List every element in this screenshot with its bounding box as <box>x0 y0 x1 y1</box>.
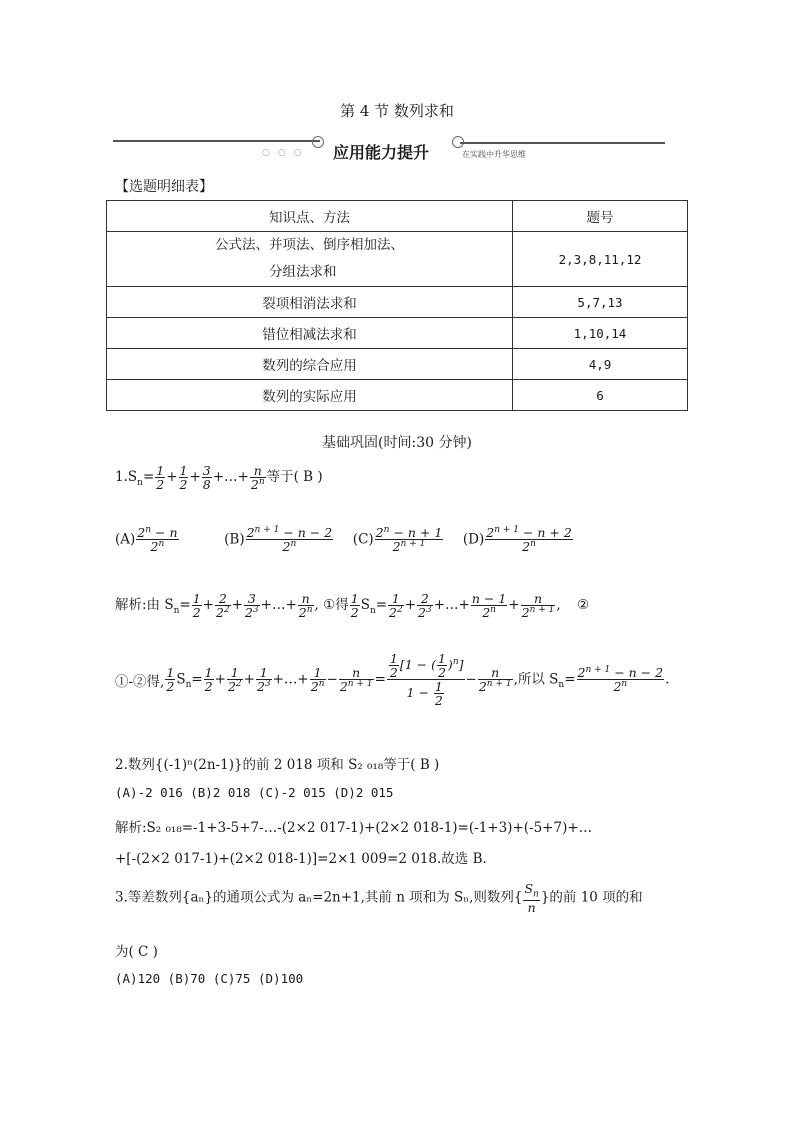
fraction: $\frac{2^{n + 1} - n - 2}{2^n}$ <box>246 525 333 555</box>
page-title: 第 4 节 数列求和 <box>340 102 454 120</box>
fraction: $\frac{n}{2^n}$ <box>250 463 265 493</box>
question-1-stem: $1.S_n=$ $\frac{1}{2}$ + $\frac{1}{2}$ + $\frac{3}{8}$ +…+ $\frac{n}{2^n}$ 等于( B ) <box>115 463 323 493</box>
table-cell: 6 <box>513 380 688 411</box>
table-row <box>107 380 688 411</box>
option-a: (A) <box>115 531 136 548</box>
sol2-mid: 所以 S <box>517 671 559 688</box>
sol-prefix: 解析:由 S <box>115 597 174 614</box>
fraction: $\frac{2^n - n + 1}{2^{n + 1}}$ <box>375 525 443 555</box>
q1-suffix: 等于( B ) <box>266 469 323 486</box>
table-row <box>107 287 688 318</box>
fraction: $\frac{2}{2^3}$ <box>418 591 432 621</box>
table-header: 知识点、方法 <box>107 201 513 232</box>
option-b: (B) <box>224 531 245 548</box>
table-label: 【选题明细表】 <box>115 179 213 195</box>
fraction: $\frac{3}{2^3}$ <box>244 591 259 621</box>
table-cell: 1,10,14 <box>513 318 688 349</box>
fraction: $\frac{n}{2^{n + 1}}$ <box>521 591 555 621</box>
question-1-solution-line2: ①-②得, $\frac{1}{2}$ $S_n=$ $\frac{1}{2}$ + $\frac{1}{2^2}$ + $\frac{1}{2^3}$ +…+ $\frac{1}{2^n}$ − $\frac{n}{2^{n + 1}}$ = $\frac{1}{2}$ [1 − ( $\frac{1}{2}$ )$^n$] 1 − $\frac{1}{2}$ − $\frac{n}{2^{n + 1}}$ ,所以 $S_n=$ $\frac{2^{n + 1} - n - 2}{2^n}$ . <box>115 651 670 709</box>
table-cell: 数列的综合应用 <box>107 349 513 380</box>
fraction: $\frac{S_n}{n}$ <box>524 881 539 915</box>
option-d: (D) <box>462 531 485 548</box>
question-2-stem: 2.数列{(-1)ⁿ(2n-1)}的前 2 018 项和 S₂ ₀₁₈等于( B ) <box>115 757 440 773</box>
table-cell: 错位相减法求和 <box>107 318 513 349</box>
fraction: $\frac{2^{n + 1} - n - 2}{2^n}$ <box>577 664 664 695</box>
fraction: $\frac{1}{2}$ <box>204 665 213 695</box>
fraction: $\frac{n}{2^n}$ <box>298 591 313 621</box>
question-2-solution-line1: 解析:S₂ ₀₁₈=-1+3-5+7-…-(2×2 017-1)+(2×2 018-1)=(-1+3)+(-5+7)+… <box>115 820 593 836</box>
fraction: $\frac{1}{2}$ [1 − ( $\frac{1}{2}$ )$^n$] 1 − $\frac{1}{2}$ <box>387 652 465 708</box>
fraction: $\frac{1}{2^2}$ <box>227 665 242 695</box>
fraction: $\frac{1}{2}$ <box>179 463 188 493</box>
fraction: $\frac{1}{2}$ <box>166 665 175 695</box>
fraction: $\frac{3}{8}$ <box>202 463 211 493</box>
banner-title: 应用能力提升 <box>333 143 430 162</box>
banner-dots: ○○○ <box>262 148 310 158</box>
q3-stem-b: }的前 10 项的和 <box>540 889 643 906</box>
table-cell: 2,3,8,11,12 <box>513 232 688 287</box>
question-2-solution-line2: +[-(2×2 017-1)+(2×2 018-1)]=2×1 009=2 018.故选 B. <box>115 851 487 867</box>
table-cell-line: 分组法求和 <box>269 264 337 280</box>
banner-ornament <box>312 136 324 148</box>
fraction: $\frac{1}{2^n}$ <box>310 665 325 695</box>
fraction: $\frac{n - 1}{2^n}$ <box>471 591 507 621</box>
fraction: $\frac{2^n - n}{2^n}$ <box>137 525 178 555</box>
table-row <box>107 232 688 287</box>
topic-table <box>106 200 688 411</box>
q1-prefix: 1.S <box>115 469 138 486</box>
table-header: 题号 <box>513 201 688 232</box>
fraction: $\frac{1}{2^2}$ <box>389 591 403 621</box>
table-cell: 数列的实际应用 <box>107 380 513 411</box>
banner-subtitle: 在实践中升华思维 <box>462 150 526 159</box>
fraction: $\frac{1}{2}$ <box>192 591 201 621</box>
fraction: $\frac{2^{n + 1} - n + 2}{2^n}$ <box>486 525 572 555</box>
fraction: $\frac{2}{2^2}$ <box>215 591 230 621</box>
sol-end: ② <box>576 597 590 614</box>
table-cell <box>107 232 513 287</box>
question-3-stem-line2: 为( C ) <box>115 944 158 960</box>
table-header-row <box>107 201 688 232</box>
question-2-options: (A)-2 016 (B)2 018 (C)-2 015 (D)2 015 <box>115 785 394 800</box>
table-cell-line: 公式法、并项法、倒序相加法、 <box>215 237 404 253</box>
banner-rule-left <box>113 140 320 142</box>
fraction: $\frac{n}{2^{n + 1}}$ <box>339 665 373 695</box>
q3-stem-a: 3.等差数列{aₙ}的通项公式为 aₙ=2n+1,其前 n 项和为 Sₙ,则数列{ <box>115 889 523 906</box>
option-c: (C) <box>352 531 374 548</box>
sol2-end: . <box>665 671 670 688</box>
sol2-prefix: ①-②得, <box>115 673 165 690</box>
fraction: $\frac{n}{2^{n + 1}}$ <box>478 665 512 695</box>
question-1-options <box>115 526 574 554</box>
table-row <box>107 318 688 349</box>
question-1-solution-line1: 解析:由 $S_n=$ $\frac{1}{2}$ + $\frac{2}{2^2}$ + $\frac{3}{2^3}$ +…+ $\frac{n}{2^n}$ , ①得 $\frac{1}{2}$ $S_n=$ $\frac{1}{2^2}$ + $\frac{2}{2^3}$ +…+ $\frac{n - 1}{2^n}$ + $\frac{n}{2^{n + 1}}$ , ② <box>115 591 590 621</box>
fraction: $\frac{1}{2}$ <box>156 463 165 493</box>
table-row <box>107 349 688 380</box>
question-3-stem <box>115 882 643 914</box>
table-cell: 5,7,13 <box>513 287 688 318</box>
fraction: $\frac{1}{2^3}$ <box>256 665 271 695</box>
banner-rule-right <box>460 142 665 144</box>
table-cell: 裂项相消法求和 <box>107 287 513 318</box>
section-heading: 基础巩固(时间:30 分钟) <box>322 435 472 451</box>
question-3-options: (A)120 (B)70 (C)75 (D)100 <box>115 971 304 986</box>
fraction: $\frac{1}{2}$ <box>350 591 359 621</box>
table-cell: 4,9 <box>513 349 688 380</box>
sol-mid: ①得 <box>323 597 349 614</box>
